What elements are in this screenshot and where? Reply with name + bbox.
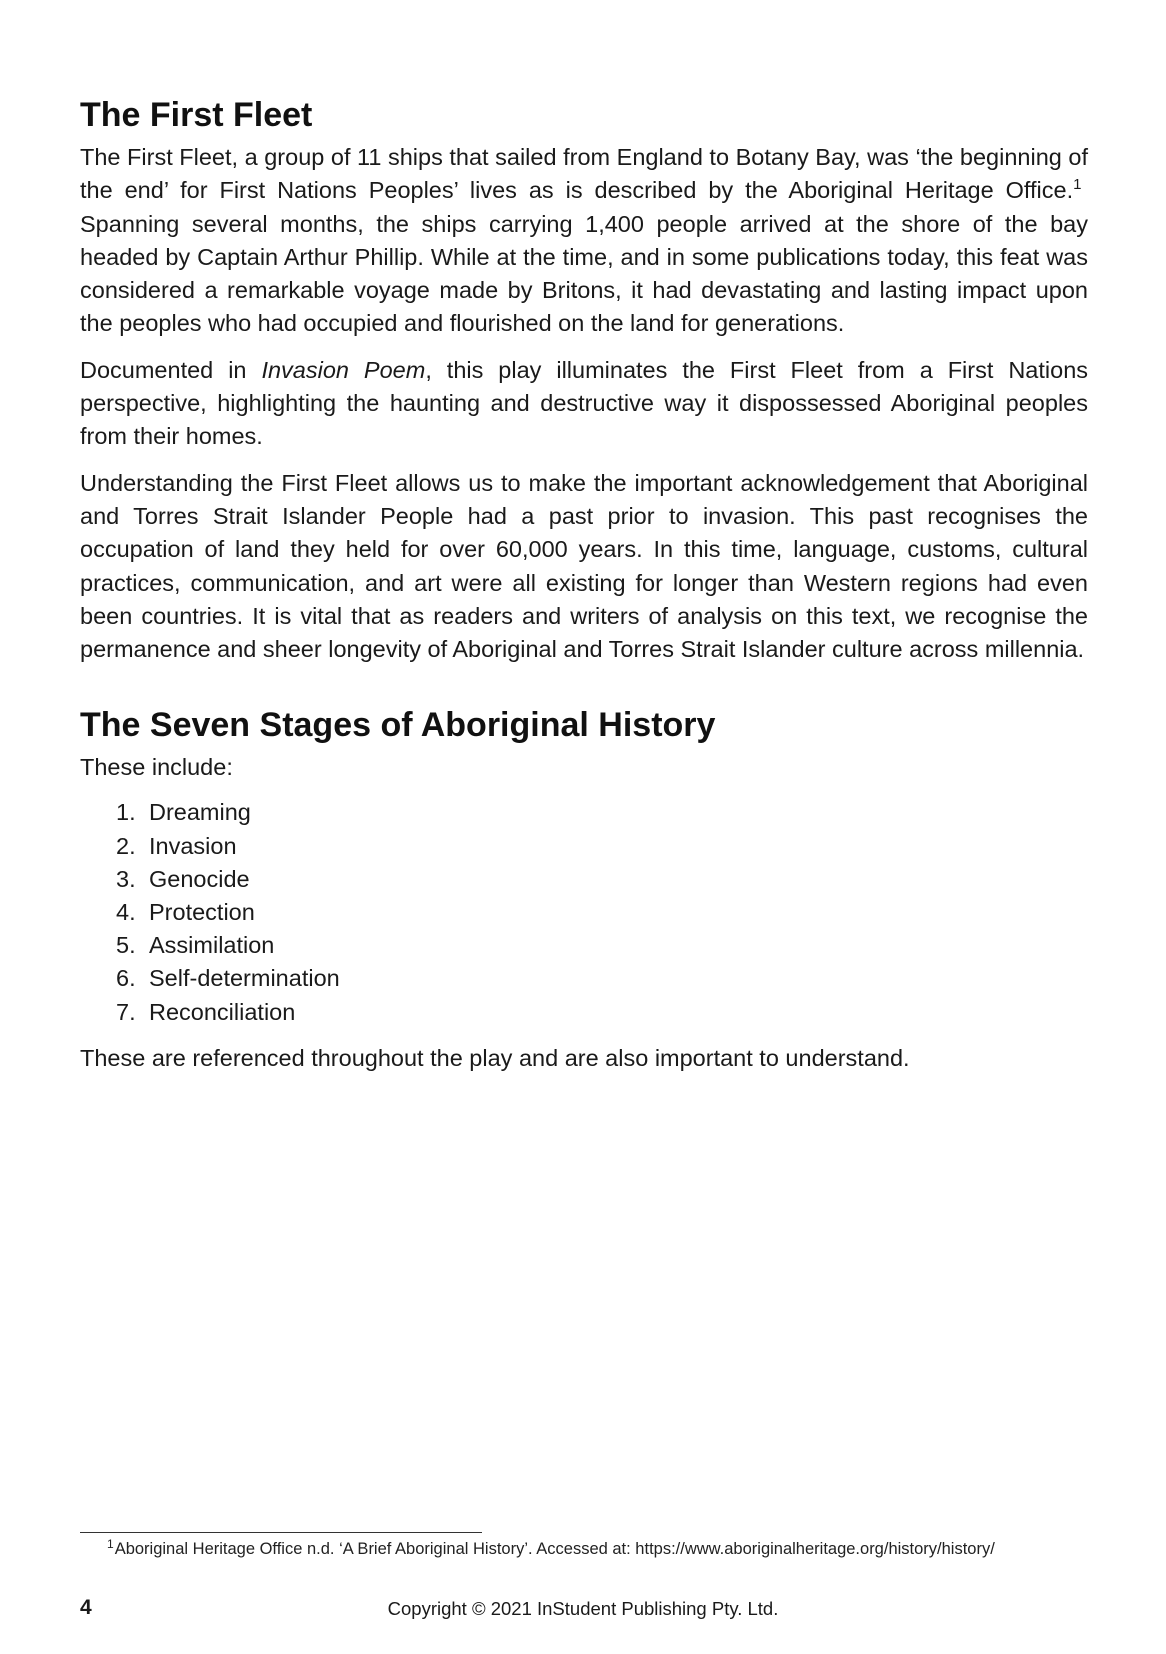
list-item <box>116 996 1088 1029</box>
list-item <box>116 830 1088 863</box>
list-number: 6. <box>116 965 136 992</box>
paragraph-text: , this play illuminates the First Fleet from a First Nations perspective, highlighting the haunting and destructive way it dispossessed Aboriginal peoples from their homes. <box>80 356 1089 450</box>
list-label: Protection <box>149 899 255 926</box>
list-number: 3. <box>116 865 136 892</box>
list-item <box>116 863 1088 896</box>
section-title-first-fleet: The First Fleet <box>80 96 313 134</box>
footnote <box>107 1537 995 1559</box>
stages-closing: These are referenced throughout the play and are also important to understand. <box>80 1044 910 1071</box>
list-item <box>116 962 1088 995</box>
footnote-text: Aboriginal Heritage Office n.d. ‘A Brief Aboriginal History’. Accessed at: https://www.aboriginalheritage.org/history/history/ <box>114 1540 995 1558</box>
list-number: 2. <box>116 832 136 859</box>
footnote-divider <box>80 1532 482 1533</box>
list-item <box>116 929 1088 962</box>
list-label: Reconciliation <box>149 998 296 1025</box>
list-number: 5. <box>116 932 136 959</box>
list-label: Genocide <box>149 865 250 892</box>
list-label: Invasion <box>149 832 237 859</box>
stages-list <box>80 796 1088 1028</box>
list-label: Dreaming <box>149 799 251 826</box>
list-number: 4. <box>116 899 136 926</box>
list-item <box>116 896 1088 929</box>
list-number: 7. <box>116 998 136 1025</box>
copyright-notice: Copyright © 2021 InStudent Publishing Pty. Ltd. <box>387 1598 779 1619</box>
section-title-seven-stages: The Seven Stages of Aboriginal History <box>80 706 716 745</box>
paragraph-text: Spanning several months, the ships carrying 1,400 people arrived at the shore of the bay headed by Captain Arthur Phillip. While at the time, and in some publications today, this feat was considered a remarkable voyage made by Britons, it had devastating and lasting impact upon the peoples who had occupied and flourished on the land for generations. <box>80 177 1088 337</box>
title-invasion-poem: Invasion Poem <box>261 356 426 383</box>
stages-intro: These include: <box>80 754 233 781</box>
footnote-marker[interactable]: 1 <box>1073 176 1082 194</box>
footnote-marker: 1 <box>107 1537 114 1551</box>
paragraph-text: Documented in <box>80 356 262 383</box>
list-label: Assimilation <box>149 932 275 959</box>
paragraph-text: The First Fleet, a group of 11 ships that sailed from England to Botany Bay, was ‘the beginning of the end’ for First Nations Peoples’ lives as is described by the Aboriginal Heritage Office. <box>80 144 1088 204</box>
page-content <box>80 96 1088 1087</box>
page-number: 4 <box>80 1596 92 1619</box>
list-label: Self-determination <box>149 965 340 992</box>
paragraph-first-fleet-3: Understanding the First Fleet allows us to make the important acknowledgement that Aboriginal and Torres Strait Islander People had a past prior to invasion. This past recognises the occupation of land they held for over 60,000 years. In this time, language, customs, cultural practices, communication, and art were all existing for longer than Western regions had even been countries. It is vital that as readers and writers of analysis on this text, we recognise the permanence and sheer longevity of Aboriginal and Torres Strait Islander culture across millennia. <box>80 469 1088 663</box>
paragraph-first-fleet-1 <box>80 141 1088 341</box>
list-item <box>116 796 1088 829</box>
list-number: 1. <box>116 799 136 826</box>
paragraph-first-fleet-2 <box>80 354 1088 454</box>
